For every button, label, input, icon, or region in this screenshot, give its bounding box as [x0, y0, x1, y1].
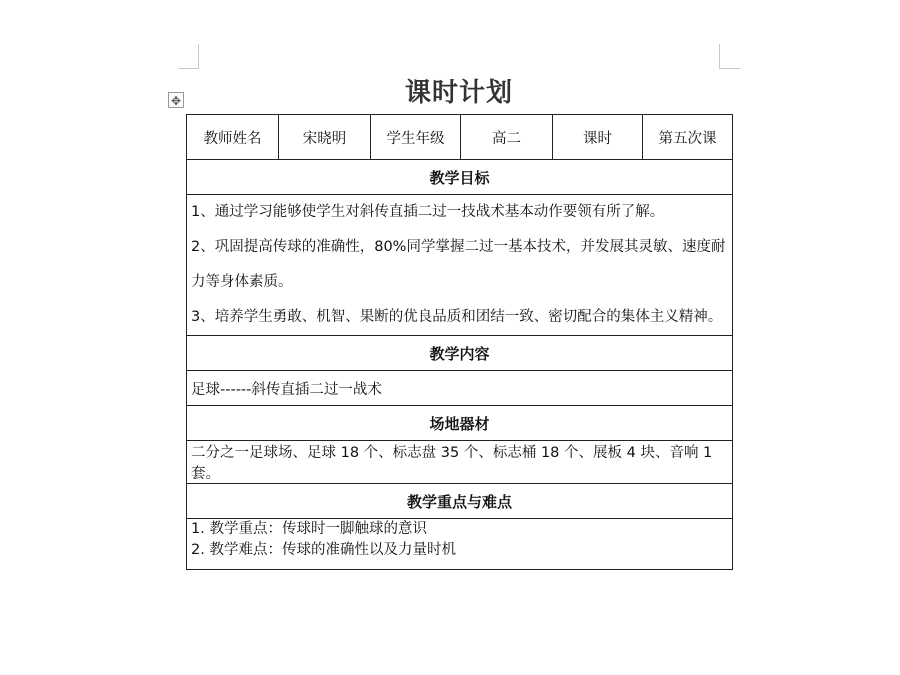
goals-heading-row [187, 160, 733, 195]
content-heading-row [187, 336, 733, 371]
content-body-row [187, 371, 733, 406]
info-row [187, 115, 733, 160]
teacher-name-value: 宋晓明 [279, 115, 371, 160]
goals-body-row [187, 195, 733, 336]
key-points-body [187, 519, 733, 570]
table-move-handle-icon[interactable]: ✥ [168, 92, 184, 108]
equipment-body: 二分之一足球场、足球 18 个、标志盘 35 个、标志桶 18 个、展板 4 块、音响 1 套。 [187, 441, 733, 484]
key-points-heading: 教学重点与难点 [187, 484, 733, 519]
teacher-name-label: 教师姓名 [187, 115, 279, 160]
key-point-item: 1. 教学重点：传球时一脚触球的意识 [191, 521, 427, 537]
key-points-body-row [187, 519, 733, 570]
goal-item: 2、巩固提高传球的准确性，80%同学掌握二过一基本技术，并发展其灵敏、速度耐力等身体素质。 [191, 239, 726, 290]
document-title: 课时计划 [404, 78, 513, 108]
content-body: 足球------斜传直插二过一战术 [187, 371, 733, 406]
grade-value: 高二 [461, 115, 553, 160]
equipment-body-row [187, 441, 733, 484]
goals-body [187, 195, 733, 336]
content-heading: 教学内容 [187, 336, 733, 371]
key-point-item: 2. 教学难点：传球的准确性以及力量时机 [191, 542, 456, 558]
key-points-heading-row [187, 484, 733, 519]
lesson-label: 课时 [553, 115, 643, 160]
equipment-heading: 场地器材 [187, 406, 733, 441]
goal-item: 3、培养学生勇敢、机智、果断的优良品质和团结一致、密切配合的集体主义精神。 [191, 309, 723, 325]
grade-label: 学生年级 [371, 115, 461, 160]
goals-heading: 教学目标 [187, 160, 733, 195]
goal-item: 1、通过学习能够使学生对斜传直插二过一技战术基本动作要领有所了解。 [191, 204, 665, 220]
page-corner-mark-top-right [719, 44, 740, 69]
lesson-plan-table [186, 114, 733, 570]
page-corner-mark-top-left [178, 44, 199, 69]
lesson-value: 第五次课 [643, 115, 733, 160]
equipment-heading-row [187, 406, 733, 441]
